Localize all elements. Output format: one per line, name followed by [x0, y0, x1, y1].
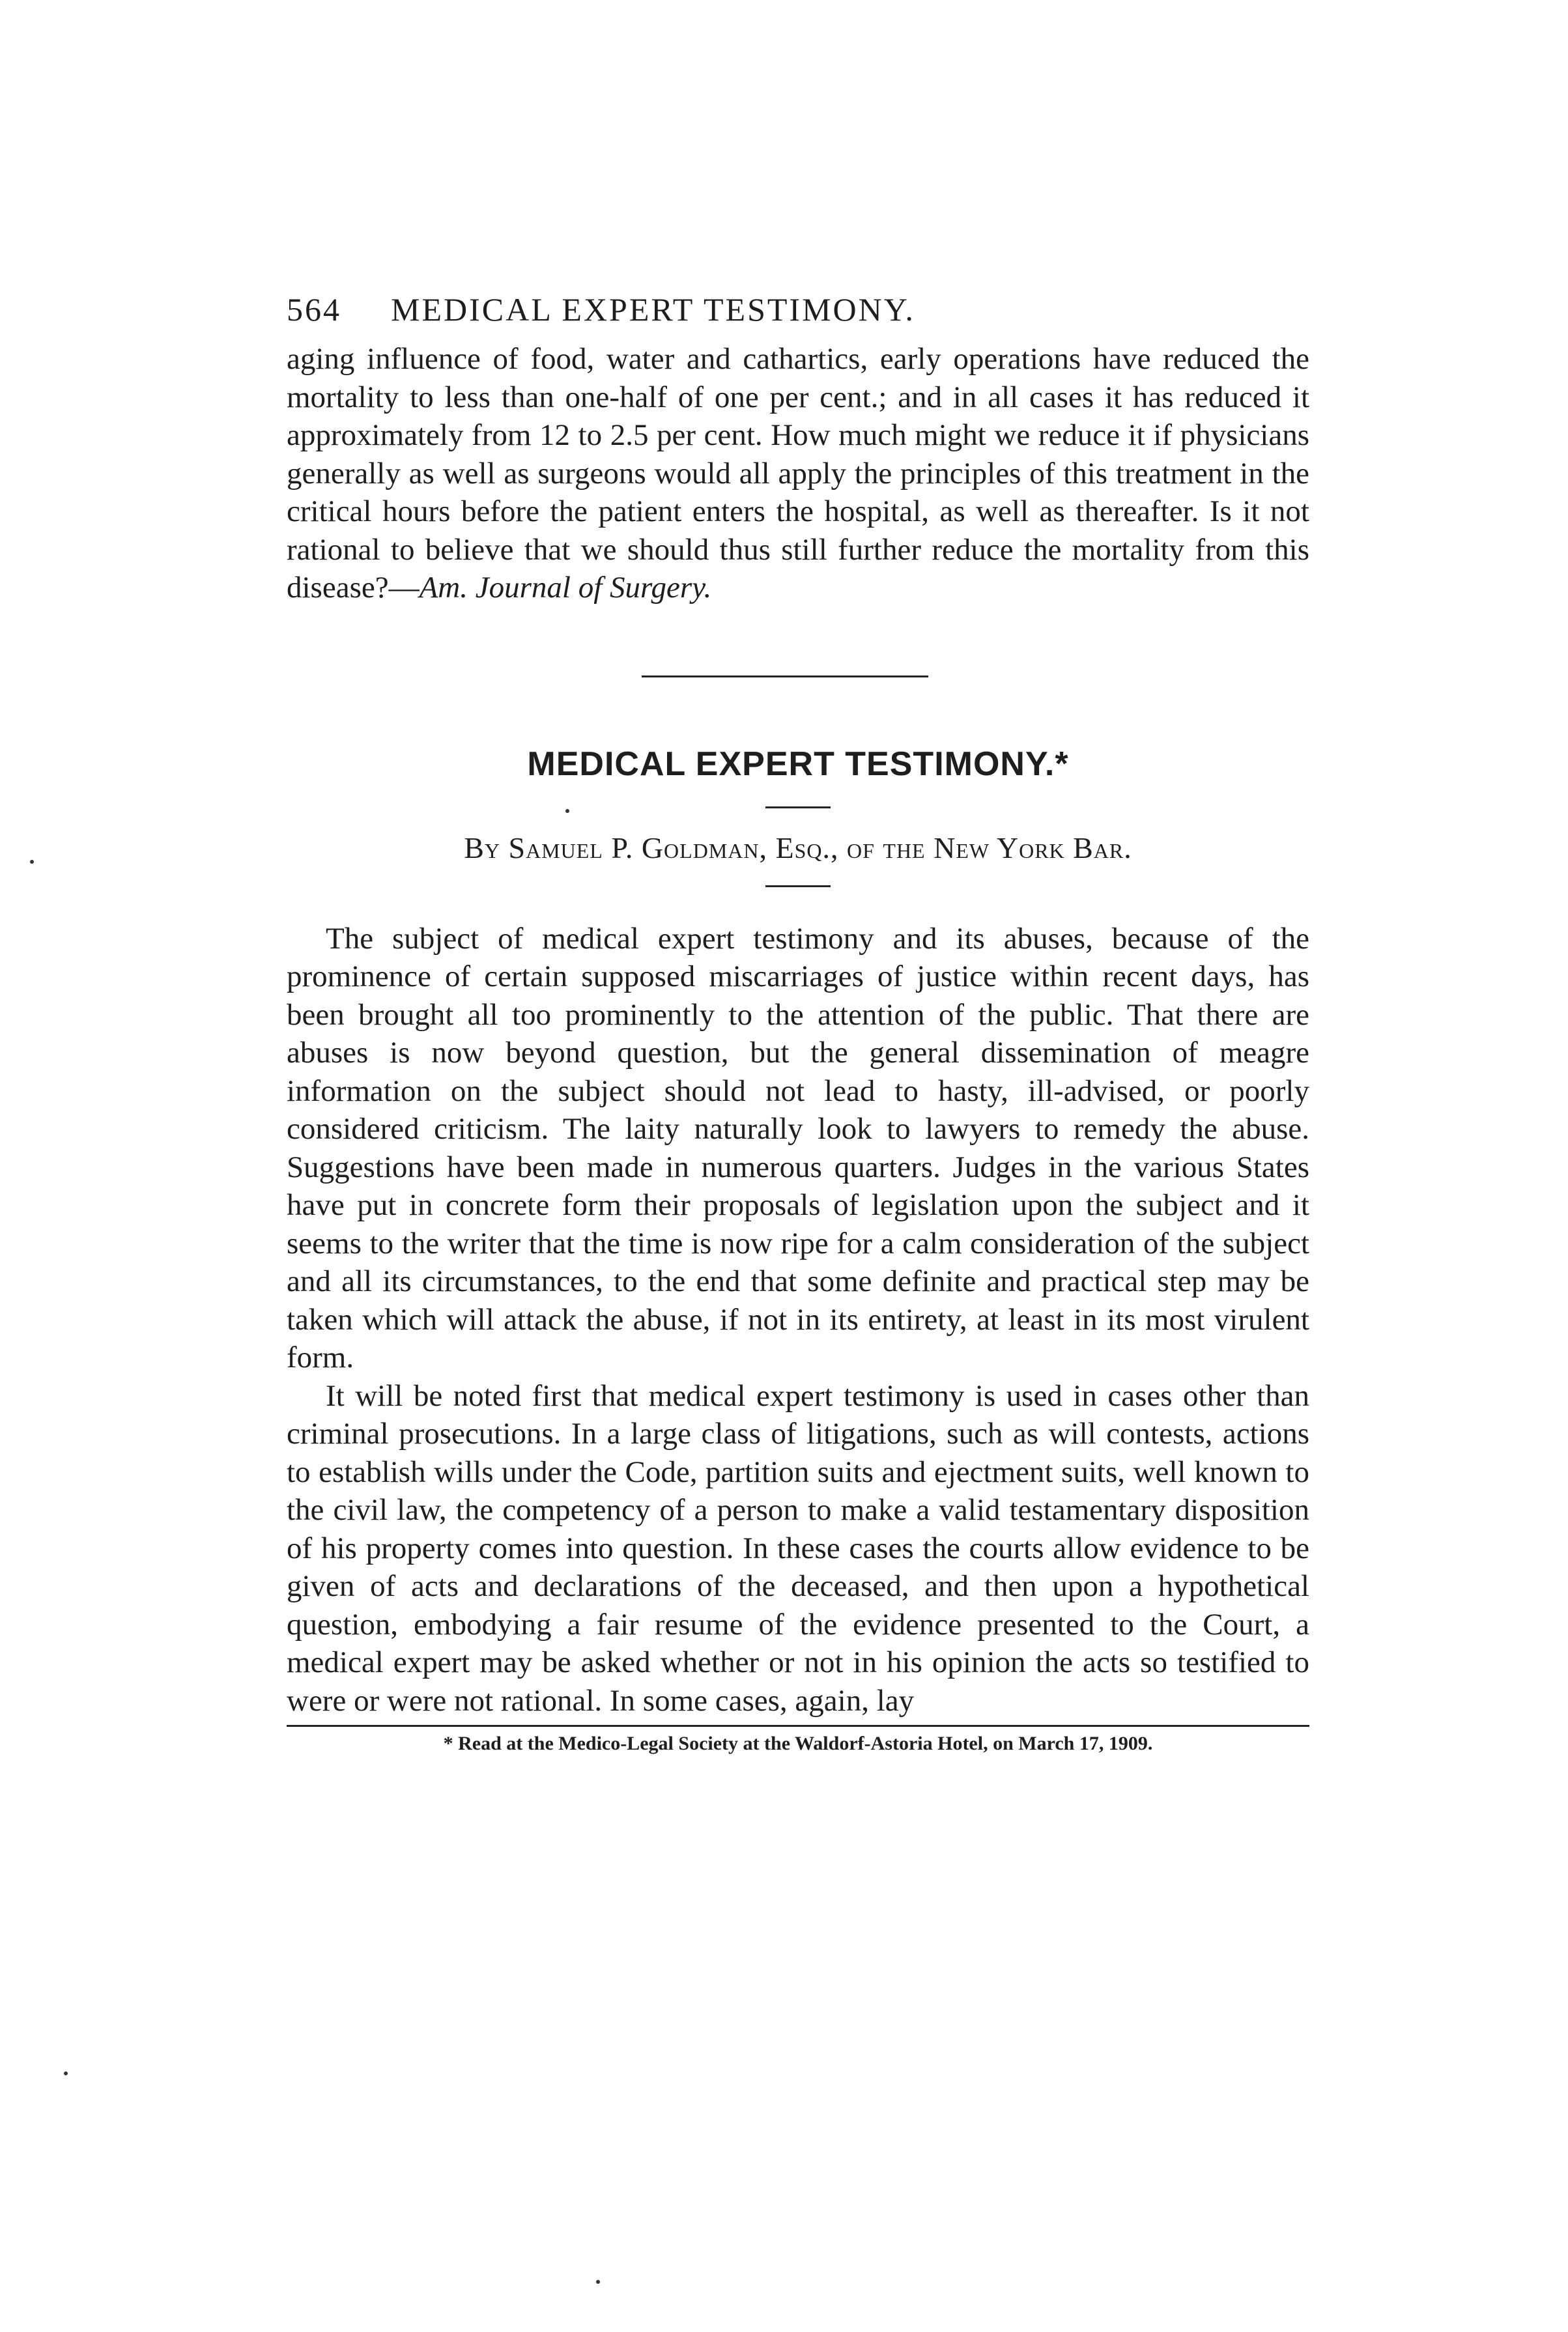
- article-title: MEDICAL EXPERT TESTIMONY.*: [527, 745, 1069, 783]
- scan-speck: [565, 809, 569, 813]
- scan-speck: [30, 860, 34, 864]
- scan-speck: [64, 2071, 68, 2075]
- continued-source: Am. Journal of Surgery.: [419, 571, 712, 604]
- article-byline: By Samuel P. Goldman, Esq., of the New York Bar.: [464, 831, 1132, 864]
- byline-rule: [765, 885, 831, 887]
- footnote: * Read at the Medico-Legal Society at the Waldorf-Astoria Hotel, on March 17, 1909.: [443, 1733, 1153, 1754]
- section-divider: [642, 675, 928, 677]
- continued-paragraph-text: aging influence of food, water and cathartics, early operations have reduced the mortality to less than one-half of one per cent.; and in all cases it has reduced it approximately from 12 to 2.5 per cent. How much might we reduce it if physicians generally as well as surgeons would all apply the principles of this treatment in the critical hours before the patient enters the hospital, as well as thereafter. Is it not rational to believe that we should thus still further reduce the mortality from this disease?—: [287, 342, 1309, 604]
- page-number: 564: [287, 291, 341, 328]
- scan-speck: [596, 2280, 600, 2284]
- footnote-rule: [287, 1725, 1309, 1727]
- continued-paragraph: [287, 340, 1309, 607]
- article-paragraph-2: It will be noted first that medical expert testimony is used in cases other than criminal prosecutions. In a large class of litigations, such as will contests, actions to establish wills under the Code, partition suits and ejectment suits, well known to the civil law, the competency of a person to make a valid testamentary disposition of his property comes into question. In these cases the courts allow evidence to be given of acts and declarations of the deceased, and then upon a hypothetical question, embodying a fair resume of the evidence presented to the Court, a medical expert may be asked whether or not in his opinion the acts so testified to were or were not rational. In some cases, again, lay: [287, 1378, 1309, 1718]
- running-title: MEDICAL EXPERT TESTIMONY.: [391, 291, 915, 328]
- page-content: [287, 287, 1309, 1758]
- article-paragraph-1: The subject of medical expert testimony and its abuses, because of the prominence of certain supposed miscarriages of justice within recent days, has been brought all too prominently to the attention of the public. That there are abuses is now beyond question, but the general dissemination of meagre information on the subject should not lead to hasty, ill-advised, or poorly considered criticism. The laity naturally look to lawyers to remedy the abuse. Suggestions have been made in numerous quarters. Judges in the various States have put in concrete form their proposals of legislation upon the subject and it seems to the writer that the time is now ripe for a calm consideration of the subject and all its circumstances, to the end that some definite and practical step may be taken which will attack the abuse, if not in its entirety, at least in its most virulent form.: [287, 921, 1309, 1374]
- running-head: [287, 287, 1309, 332]
- title-rule: [765, 806, 831, 808]
